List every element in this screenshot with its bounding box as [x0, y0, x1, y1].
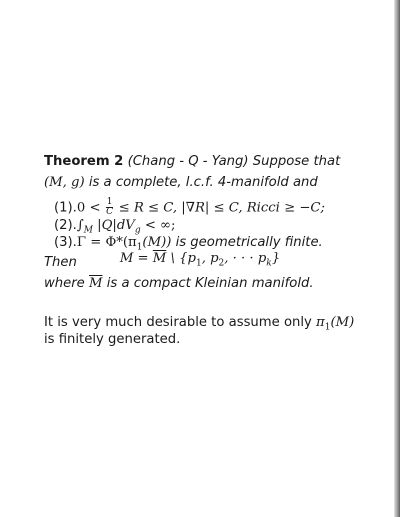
condition-1-label: (1).	[54, 200, 77, 216]
where-suffix: is a compact Kleinian manifold.	[106, 276, 314, 291]
condition-3-subscript: 1	[136, 242, 143, 253]
theorem-statement-start: Suppose that	[252, 154, 341, 169]
condition-2-label: (2).	[54, 218, 77, 233]
one-over-c-fraction: $\frac{1}{C}$	[106, 197, 114, 217]
theorem-line-1	[44, 154, 340, 170]
integral-sign: $\int_M$	[76, 218, 93, 236]
remark-pi-subscript: 1	[324, 322, 331, 333]
condition-3-group: (M))	[142, 235, 172, 250]
where-m-bar: $\overline{M}$	[89, 276, 103, 291]
theorem-line-2	[44, 175, 318, 191]
condition-1-math: R ≤ C, |∇R| ≤ C, Ricci ≥ −C;	[133, 200, 325, 216]
condition-3-math: Γ = Φ*(π	[76, 235, 137, 250]
equation-rhs: \ {p	[170, 251, 196, 266]
where-prefix: where	[44, 276, 85, 291]
conclusion-equation	[0, 251, 400, 269]
theorem-statement-end: is a complete, l.c.f. 4-manifold and	[88, 175, 318, 190]
condition-1	[54, 198, 325, 217]
equation-close-brace: }	[271, 251, 281, 266]
condition-2-tail: < ∞;	[144, 218, 176, 233]
theorem-label: Theorem 2	[44, 154, 124, 169]
remark-text-1: It is very much desirable to assume only	[44, 315, 312, 330]
then-label: Then	[44, 255, 77, 270]
remark-pi: π	[316, 315, 325, 330]
remark-line-2: is finitely generated.	[44, 332, 181, 347]
condition-1-le: ≤	[118, 200, 130, 216]
page-edge-shadow	[394, 0, 400, 517]
pk-symbol: , · · · p	[224, 251, 267, 266]
condition-3-tail: is geometrically finite.	[175, 235, 323, 250]
p2-subscript: 2	[218, 258, 225, 269]
where-line	[44, 276, 314, 292]
manifold-pair-math: (M, g)	[44, 175, 85, 190]
pk-subscript: k	[266, 258, 272, 269]
theorem-attribution: (Chang - Q - Yang)	[127, 154, 249, 169]
condition-2-math: |Q|dV	[97, 218, 135, 233]
p1-subscript: 1	[195, 258, 202, 269]
condition-2-subscript: g	[134, 225, 141, 236]
equation-lhs: M =	[119, 251, 153, 266]
condition-3-label: (3).	[54, 235, 77, 250]
p2-symbol: , p	[201, 251, 219, 266]
m-bar: $\overline{M}$	[152, 251, 167, 266]
remark-group: (M)	[330, 315, 355, 330]
condition-1-zero: 0 <	[76, 200, 101, 216]
